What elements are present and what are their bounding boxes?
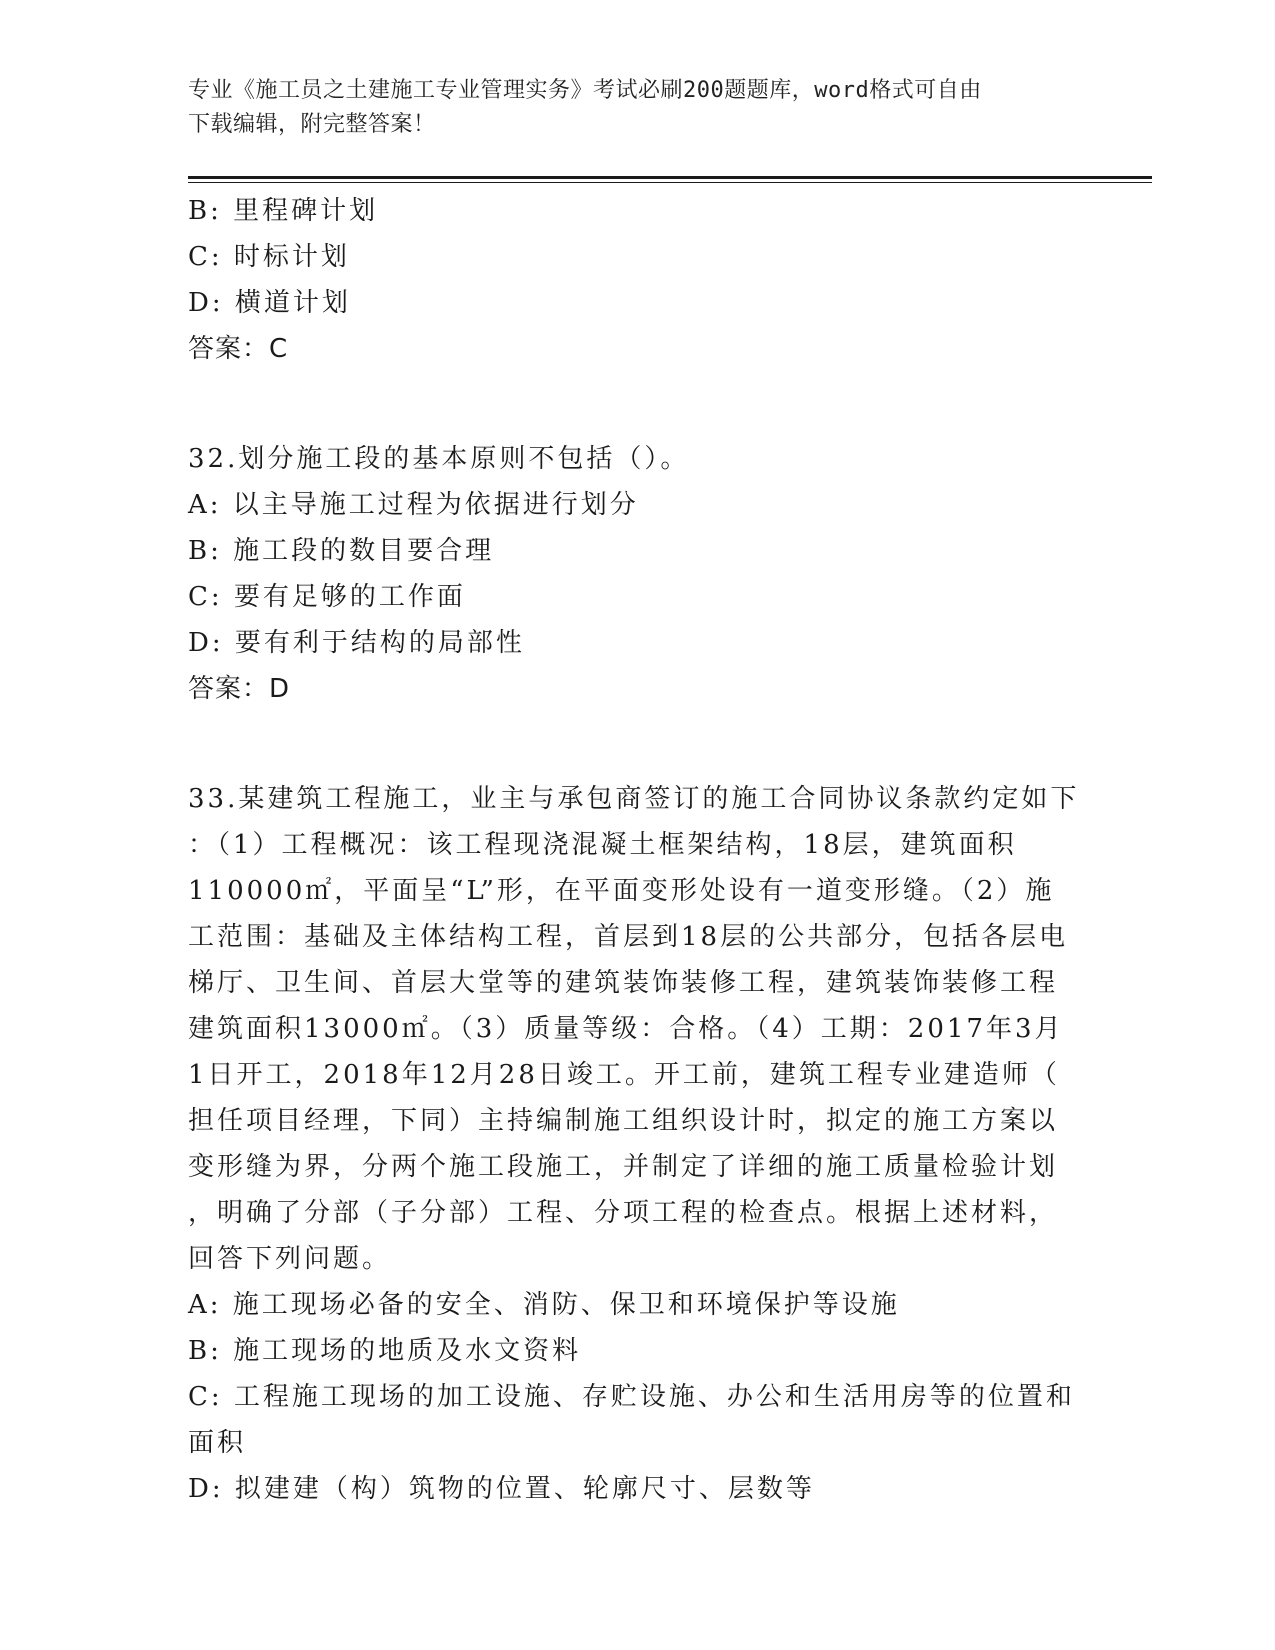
question-stem-line: ：（1）工程概况：该工程现浇混凝土框架结构，18层，建筑面积 — [188, 830, 1017, 860]
option-d: D: 要有利于结构的局部性 — [188, 628, 525, 658]
option-d: D: 横道计划 — [188, 288, 351, 318]
option-d: D: 拟建建（构）筑物的位置、轮廓尺寸、层数等 — [188, 1474, 815, 1504]
question-stem-line: 担任项目经理，下同）主持编制施工组织设计时，拟定的施工方案以 — [188, 1106, 1059, 1136]
question-32 — [188, 436, 1088, 712]
question-text: 32.划分施工段的基本原则不包括（）。 — [188, 444, 690, 474]
document-body — [188, 188, 1088, 1512]
option-c: C: 要有足够的工作面 — [188, 582, 466, 612]
answer-line: 答案：C — [188, 334, 289, 364]
question-stem-line: 建筑面积13000㎡。（3）质量等级：合格。（4）工期：2017年3月 — [188, 1014, 1064, 1044]
header-divider-thin — [188, 182, 1152, 183]
question-stem-line: 变形缝为界，分两个施工段施工，并制定了详细的施工质量检验计划 — [188, 1152, 1059, 1182]
header-line-1: 专业《施工员之土建施工专业管理实务》考试必刷200题题库，word格式可自由 — [188, 78, 982, 103]
header-line-2: 下载编辑，附完整答案！ — [188, 112, 436, 137]
option-c-continuation: 面积 — [188, 1428, 247, 1458]
answer-line: 答案：D — [188, 674, 291, 704]
question-stem-line: 1日开工，2018年12月28日竣工。开工前，建筑工程专业建造师（ — [188, 1060, 1060, 1090]
option-c: C: 时标计划 — [188, 242, 350, 272]
question-31-tail — [188, 188, 1088, 372]
option-b: B: 里程碑计划 — [188, 196, 379, 226]
document-header — [188, 74, 1068, 142]
spacer — [188, 372, 1088, 436]
question-stem-line: 回答下列问题。 — [188, 1244, 392, 1274]
option-b: B: 施工段的数目要合理 — [188, 536, 495, 566]
question-stem-line: ，明确了分部（子分部）工程、分项工程的检查点。根据上述材料， — [188, 1198, 1059, 1228]
question-stem-line: 梯厅、卫生间、首层大堂等的建筑装饰装修工程，建筑装饰装修工程 — [188, 968, 1059, 998]
option-c: C: 工程施工现场的加工设施、存贮设施、办公和生活用房等的位置和 — [188, 1382, 1075, 1412]
header-divider-thick — [188, 176, 1152, 179]
question-stem-line: 33.某建筑工程施工，业主与承包商签订的施工合同协议条款约定如下 — [188, 784, 1080, 814]
option-a: A: 施工现场必备的安全、消防、保卫和环境保护等设施 — [188, 1290, 900, 1320]
question-stem-line: 110000㎡，平面呈“L”形，在平面变形处设有一道变形缝。（2）施 — [188, 876, 1055, 906]
question-33 — [188, 776, 1088, 1512]
spacer — [188, 712, 1088, 776]
option-b: B: 施工现场的地质及水文资料 — [188, 1336, 582, 1366]
question-stem-line: 工范围：基础及主体结构工程，首层到18层的公共部分，包括各层电 — [188, 922, 1069, 952]
option-a: A: 以主导施工过程为依据进行划分 — [188, 490, 639, 520]
